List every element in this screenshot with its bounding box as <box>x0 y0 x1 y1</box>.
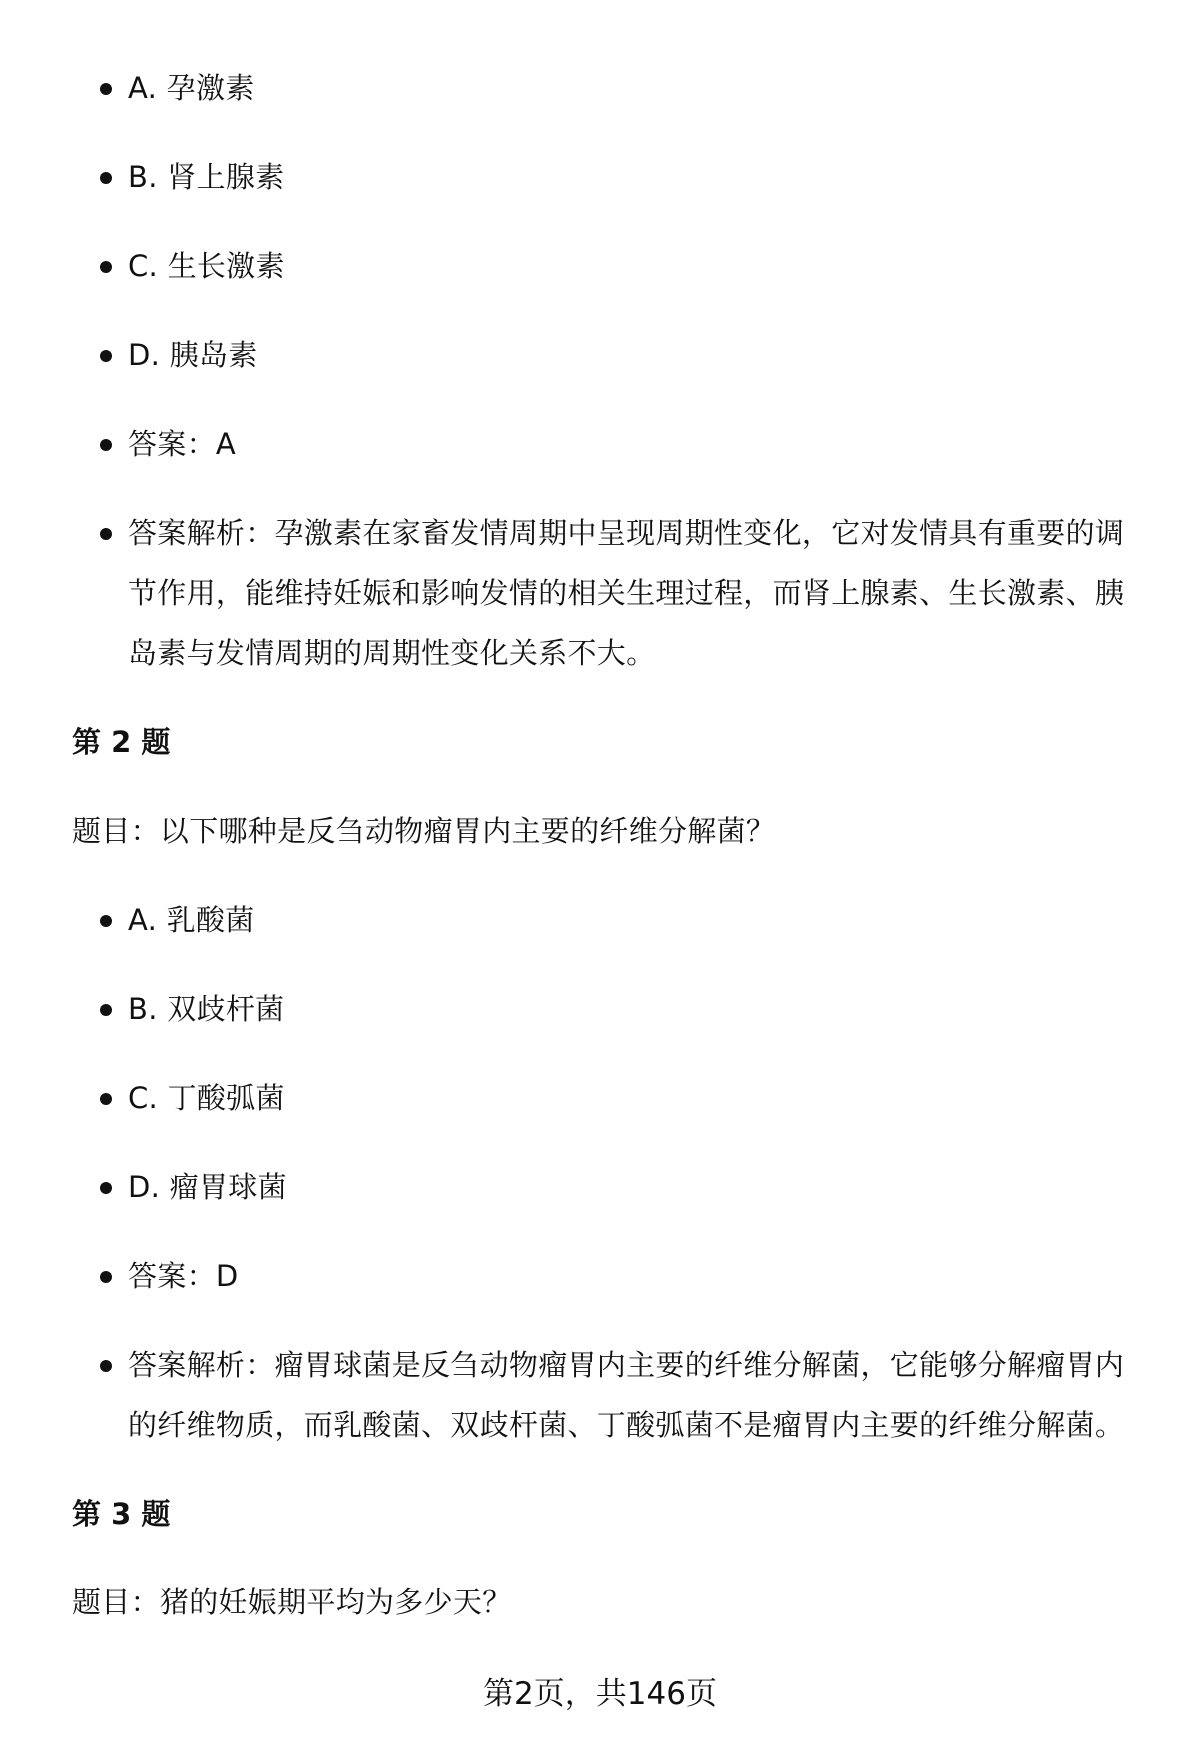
q2-option-d: D. 瘤胃球菌 <box>128 1157 1148 1217</box>
q2-answer: 答案：D <box>128 1246 1148 1306</box>
q1-option-c: C. 生长激素 <box>128 236 1148 296</box>
q2-heading: 第 2 题 <box>72 725 171 759</box>
q1-analysis: 答案解析：孕激素在家畜发情周期中呈现周期性变化，它对发情具有重要的调节作用，能维持妊娠和影响发情的相关生理过程，而肾上腺素、生长激素、胰岛素与发情周期的周期性变化关系不大。 <box>128 503 1148 683</box>
q2-analysis: 答案解析：瘤胃球菌是反刍动物瘤胃内主要的纤维分解菌，它能够分解瘤胃内的纤维物质，而乳酸菌、双歧杆菌、丁酸弧菌不是瘤胃内主要的纤维分解菌。 <box>128 1335 1148 1455</box>
q2-option-c: C. 丁酸弧菌 <box>128 1068 1148 1128</box>
q3-question: 题目：猪的妊娠期平均为多少天？ <box>72 1585 512 1619</box>
q1-option-d: D. 胰岛素 <box>128 325 1148 385</box>
q1-option-b: B. 肾上腺素 <box>128 147 1148 207</box>
q2-option-b: B. 双歧杆菌 <box>128 979 1148 1039</box>
q1-answer: 答案：A <box>128 414 1148 474</box>
q1-option-a: A. 孕激素 <box>128 58 1148 118</box>
q2-option-a: A. 乳酸菌 <box>128 890 1148 950</box>
page-number-footer: 第2页，共146页 <box>483 1676 717 1712</box>
q3-heading: 第 3 题 <box>72 1497 171 1531</box>
q2-question: 题目：以下哪种是反刍动物瘤胃内主要的纤维分解菌？ <box>72 814 776 848</box>
